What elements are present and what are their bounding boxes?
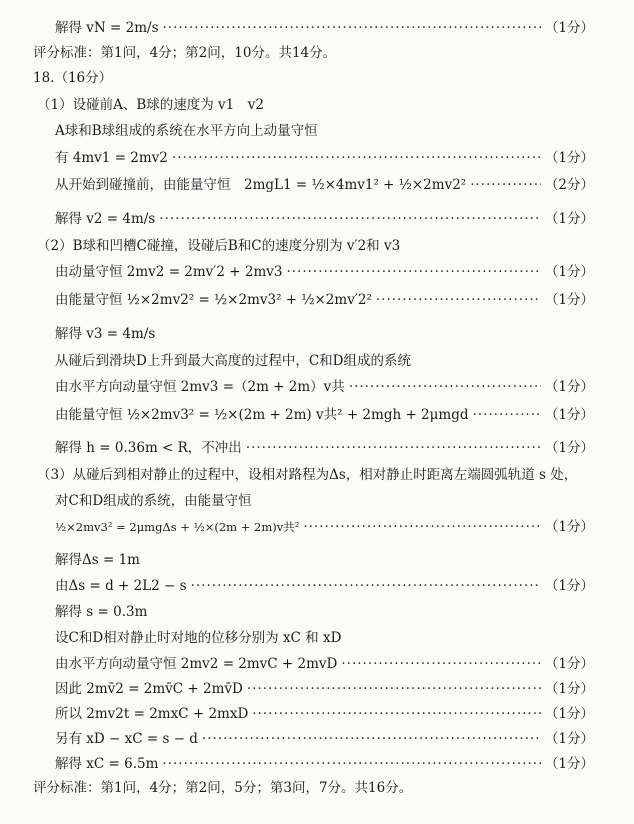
score-label: （1分） xyxy=(544,379,594,395)
line-text: 所以 2mv2t = 2mxC + 2mxD xyxy=(55,706,249,722)
scored-line xyxy=(55,377,594,397)
line-text: 由Δs = d + 2L2 − s xyxy=(55,578,187,594)
line-text: 由水平方向动量守恒 2mv2 = 2mvC + 2mvD xyxy=(55,656,338,672)
leader-dots xyxy=(470,175,541,195)
score-label: （1分） xyxy=(544,20,594,36)
scored-line xyxy=(55,517,594,537)
leader-dots xyxy=(341,654,541,674)
score-label: （1分） xyxy=(544,706,594,722)
score-label: （1分） xyxy=(544,756,594,772)
line-text: 因此 2mv̄2 = 2mv̄C + 2mv̄D xyxy=(55,681,243,697)
line-text: 解得 vN = 2m/s xyxy=(55,20,159,36)
scored-line xyxy=(55,148,594,168)
line-text: 18.（16分） xyxy=(33,70,113,86)
line-text: ½×2mv3² = 2μmgΔs + ½×(2m + 2m)v共² xyxy=(55,520,300,534)
line-text: 解得 xC = 6.5m xyxy=(55,756,159,772)
line-text: A球和B球组成的系统在水平方向上动量守恒 xyxy=(55,123,318,139)
text-line xyxy=(55,491,594,511)
line-text: 由水平方向动量守恒 2mv3 =（2m + 2m）v共 xyxy=(55,379,345,395)
score-label: （1分） xyxy=(544,656,594,672)
score-label: （1分） xyxy=(544,407,594,423)
score-label: （1分） xyxy=(544,731,594,747)
text-line xyxy=(55,602,594,622)
scored-line xyxy=(55,209,594,229)
line-text: （3）从碰后到相对静止的过程中，设相对路程为Δs，相对静止时距离左端圆弧轨道 s 处， xyxy=(37,467,578,483)
score-label: （1分） xyxy=(544,681,594,697)
scored-line xyxy=(55,405,594,425)
score-label: （1分） xyxy=(544,519,594,535)
leader-dots xyxy=(247,679,541,699)
line-text: 从碰后到滑块D上升到最大高度的过程中，C和D组成的系统 xyxy=(55,353,411,369)
leader-dots xyxy=(303,517,541,537)
leader-dots xyxy=(191,576,541,596)
score-label: （1分） xyxy=(544,440,594,456)
line-text: （1）设碰前A、B球的速度为 v1 v2 xyxy=(37,97,264,113)
scored-line xyxy=(55,576,594,596)
score-label: （1分） xyxy=(544,292,594,308)
line-text: 由能量守恒 ½×2mv3² = ½×(2m + 2m) v共² + 2mgh + 2μmgd xyxy=(55,407,469,423)
line-text: 由能量守恒 ½×2mv2² = ½×2mv3² + ½×2mv′2² xyxy=(55,292,372,308)
leader-dots xyxy=(159,209,541,229)
score-label: （1分） xyxy=(544,211,594,227)
line-text: 解得 h = 0.36m < R，不冲出 xyxy=(55,440,242,456)
line-text: 对C和D组成的系统，由能量守恒 xyxy=(55,493,252,509)
text-line xyxy=(37,465,594,485)
line-text: 解得 s = 0.3m xyxy=(55,604,148,620)
text-line xyxy=(55,628,594,648)
scored-line xyxy=(55,679,594,699)
leader-dots xyxy=(162,754,541,774)
line-text: 评分标准：第1问，4分；第2问，10分。共14分。 xyxy=(33,45,337,61)
leader-dots xyxy=(163,18,541,38)
scored-line xyxy=(55,290,594,310)
line-text: 解得Δs = 1m xyxy=(55,552,140,568)
scored-line xyxy=(55,175,594,195)
score-label: （1分） xyxy=(544,150,594,166)
text-line xyxy=(33,43,594,63)
line-text: 解得 v2 = 4m/s xyxy=(55,211,156,227)
text-line xyxy=(33,778,594,798)
leader-dots xyxy=(286,262,540,282)
line-text: 由动量守恒 2mv2 = 2mv′2 + 2mv3 xyxy=(55,264,283,280)
text-line xyxy=(55,550,594,570)
text-line xyxy=(55,324,594,344)
text-line xyxy=(55,351,594,371)
score-label: （2分） xyxy=(544,177,594,193)
scored-line xyxy=(55,729,594,749)
text-line xyxy=(37,236,594,256)
scored-line xyxy=(55,18,594,38)
score-label: （1分） xyxy=(544,264,594,280)
scored-line xyxy=(55,262,594,282)
leader-dots xyxy=(246,438,541,458)
text-line xyxy=(37,95,594,115)
line-text: （2）B球和凹槽C碰撞，设碰后B和C的速度分别为 v′2和 v3 xyxy=(37,238,401,254)
line-text: 有 4mv1 = 2mv2 xyxy=(55,150,168,166)
line-text: 评分标准：第1问，4分；第2问，5分；第3问，7分。共16分。 xyxy=(33,780,413,796)
scored-line xyxy=(55,704,594,724)
line-text: 从开始到碰撞前，由能量守恒 2mgL1 = ½×4mv1² + ½×2mv2² xyxy=(55,177,467,193)
leader-dots xyxy=(473,405,541,425)
line-text: 设C和D相对静止时对地的位移分别为 xC 和 xD xyxy=(55,630,342,646)
scored-line xyxy=(55,754,594,774)
leader-dots xyxy=(172,148,541,168)
scored-line xyxy=(55,438,594,458)
leader-dots xyxy=(202,729,541,749)
leader-dots xyxy=(376,290,541,310)
leader-dots xyxy=(252,704,541,724)
scored-line xyxy=(55,654,594,674)
text-line xyxy=(55,121,594,141)
leader-dots xyxy=(349,377,541,397)
text-line xyxy=(33,68,594,88)
score-label: （1分） xyxy=(544,578,594,594)
line-text: 解得 v3 = 4m/s xyxy=(55,326,156,342)
line-text: 另有 xD − xC = s − d xyxy=(55,731,198,747)
